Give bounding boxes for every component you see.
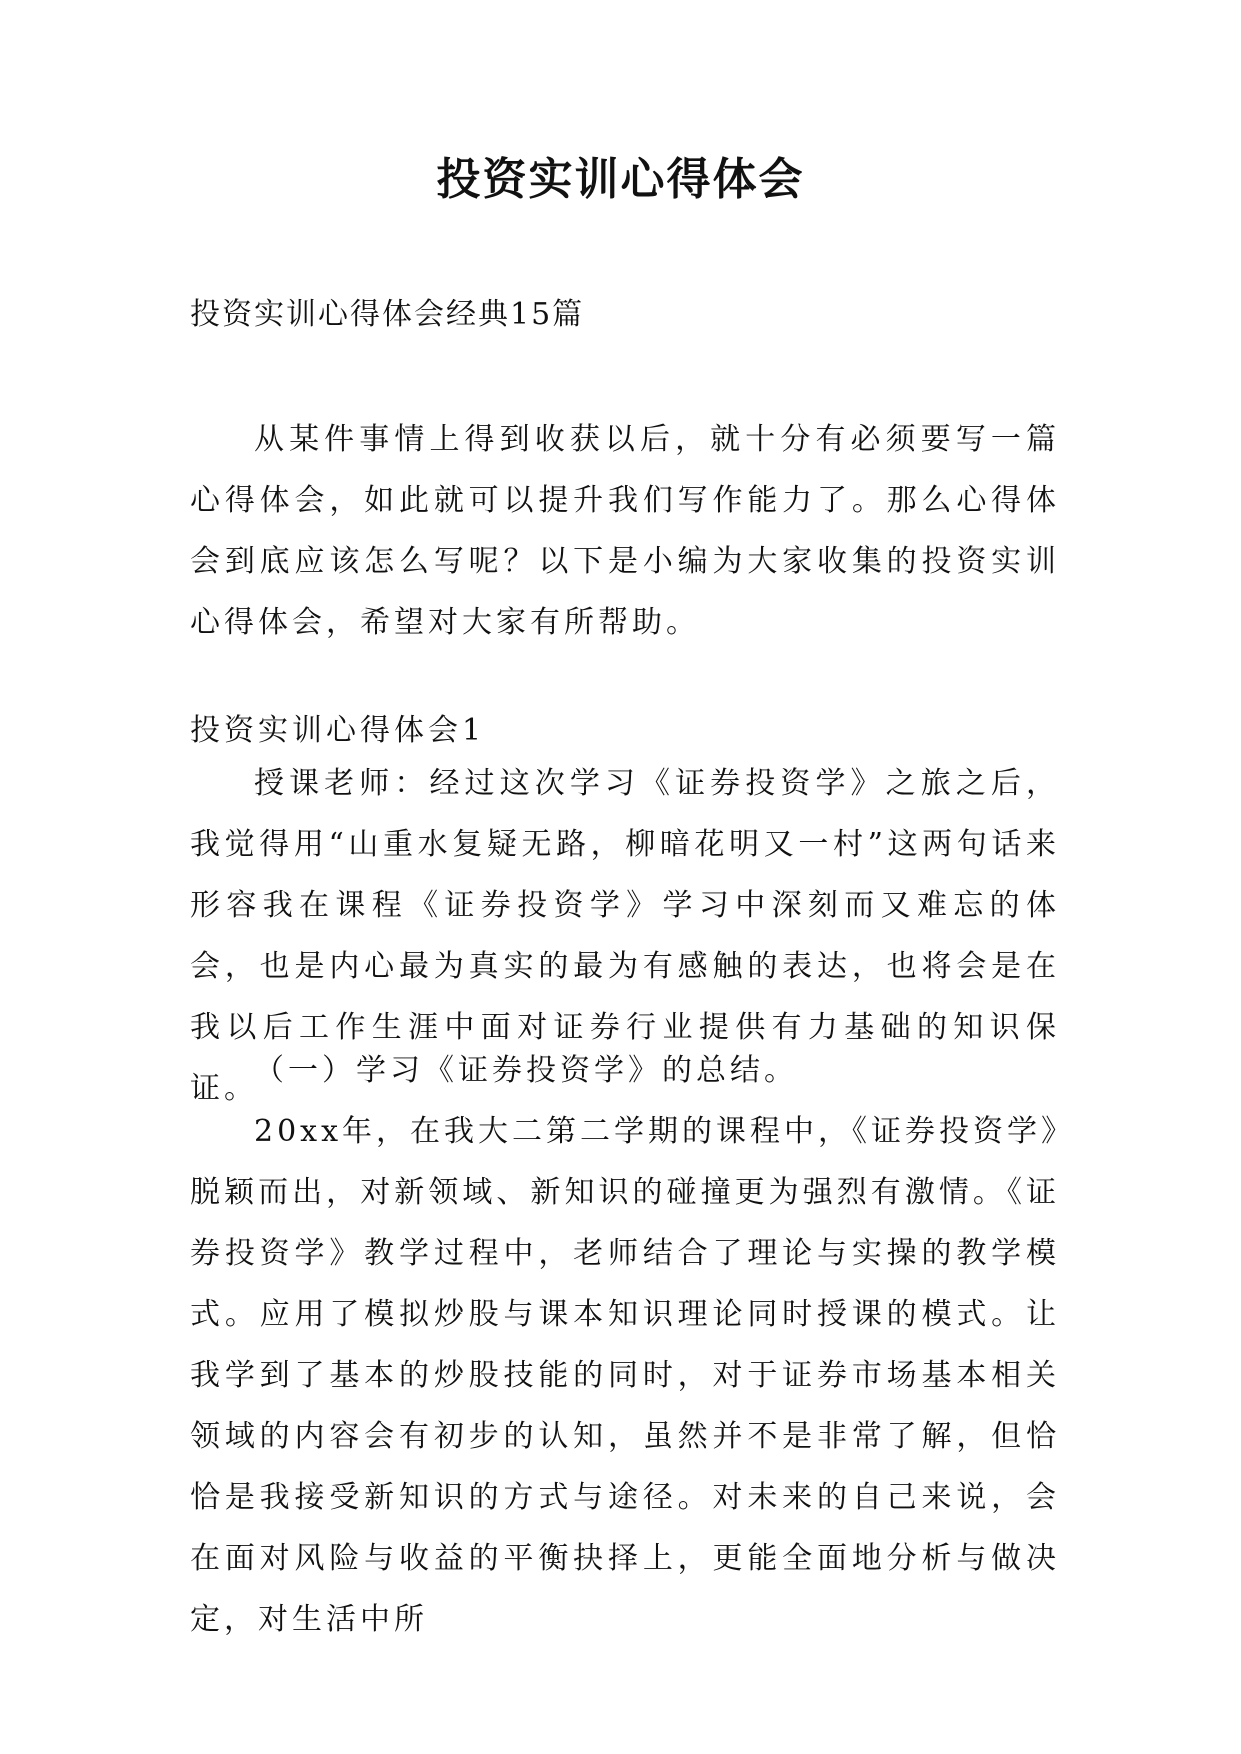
body-paragraph-3: 20xx年，在我大二第二学期的课程中，《证券投资学》脱颖而出，对新领域、新知识的碰撞更为强烈有激情。《证券投资学》教学过程中，老师结合了理论与实操的教学模式。应用了模拟炒股与课本知识理论同时授课的模式。让我学到了基本的炒股技能的同时，对于证券市场基本相关领域的内容会有初步的认知，虽然并不是非常了解，但恰恰是我接受新知识的方式与途径。对未来的自己来说，会在面对风险与收益的平衡抉择上，更能全面地分析与做决定，对生活中所 <box>190 1114 1061 1637</box>
document-title: 投资实训心得体会 <box>436 154 805 205</box>
body-paragraph-2: （一）学习《证券投资学》的总结。 <box>254 1053 798 1088</box>
intro-paragraph: 从某件事情上得到收获以后，就十分有必须要写一篇心得体会，如此就可以提升我们写作能力了。那么心得体会到底应该怎么写呢？以下是小编为大家收集的投资实训心得体会，希望对大家有所帮助。 <box>190 422 1060 640</box>
body-paragraph-1: 授课老师：经过这次学习《证券投资学》之旅之后，我觉得用“山重水复疑无路，柳暗花明又一村”这两句话来形容我在课程《证券投资学》学习中深刻而又难忘的体会，也是内心最为真实的最为有感触的表达，也将会是在我以后工作生涯中面对证券行业提供有力基础的知识保证。 <box>190 766 1060 1106</box>
section-heading: 投资实训心得体会1 <box>190 713 486 748</box>
document-subtitle: 投资实训心得体会经典15篇 <box>190 297 585 332</box>
